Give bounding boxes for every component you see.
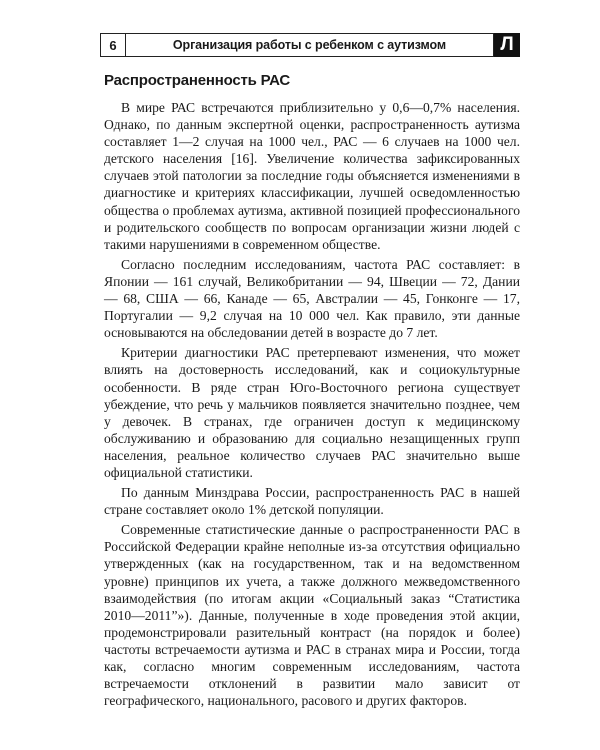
- section-title: Распространенность РАС: [104, 72, 291, 89]
- page-number: 6: [100, 33, 125, 57]
- paragraph-1: В мире РАС встречаются приблизительно у 0,6—0,7% населения. Однако, по данным экспертной оценки, распространенность аутизма составляет 1—2 случая на 1000 чел., РАС — 6 случаев на 1000 чел. детского населения [16]. Увеличение количества зафиксированных случаев этой патологии за последние годы объясняется изменениями в диагностике и критериях классификации, лучшей осведомленностью общества о проблемах аутизма, активной позицией профессионального и родительского сообществ по вопросам организации жизни людей с такими нарушениями в современном обществе.: [104, 100, 520, 252]
- running-title: Организация работы с ребенком с аутизмом: [125, 33, 494, 57]
- paragraph-5: Современные статистические данные о распространенности РАС в Российской Федерации крайне неполные из-за отсутствия официально утвержденных (как на государственном, так и на ведомственном уровне) принципов их учета, а также должного межведомственного взаимодействия (по итогам акции «Социальный заказ “Статистика 2010—2011”»). Данные, полученные в ходе проведения этой акции, продемонстрировали разительный контраст (на порядок и более) частоты встречаемости аутизма и РАС в странах мира и России, тогда как, согласно многим современным исследованиям, частота встречаемости отклонений в развитии мало зависит от географического, национального, расового и других факторов.: [104, 522, 520, 709]
- paragraph-2: Согласно последним исследованиям, частота РАС составляет: в Японии — 161 случай, Великобритании — 94, Швеции — 72, Дании — 68, США — 66, Канаде — 65, Австралии — 45, Гонконге — 17, Португалии — 9,2 случая на 10 000 чел. Как правило, эти данные основываются на обследовании детей в возрасте до 7 лет.: [104, 256, 520, 341]
- paragraph-4: По данным Минздрава России, распространенность РАС в нашей стране составляет около 1% детской популяции.: [104, 485, 520, 518]
- page-body: [104, 72, 520, 712]
- chapter-mark: Л: [494, 33, 520, 57]
- running-header: [100, 33, 520, 57]
- paragraph-3: Критерии диагностики РАС претерпевают изменения, что может влиять на достоверность исследований, как и социокультурные особенности. В ряде стран Юго-Восточного региона существует убеждение, что речь у мальчиков появляется значительно позднее, чем у девочек. В странах, где ограничен доступ к медицинскому обслуживанию и образованию для социально незащищенных групп населения, реальное количество случаев РАС значительно выше официальной статистики.: [104, 345, 520, 480]
